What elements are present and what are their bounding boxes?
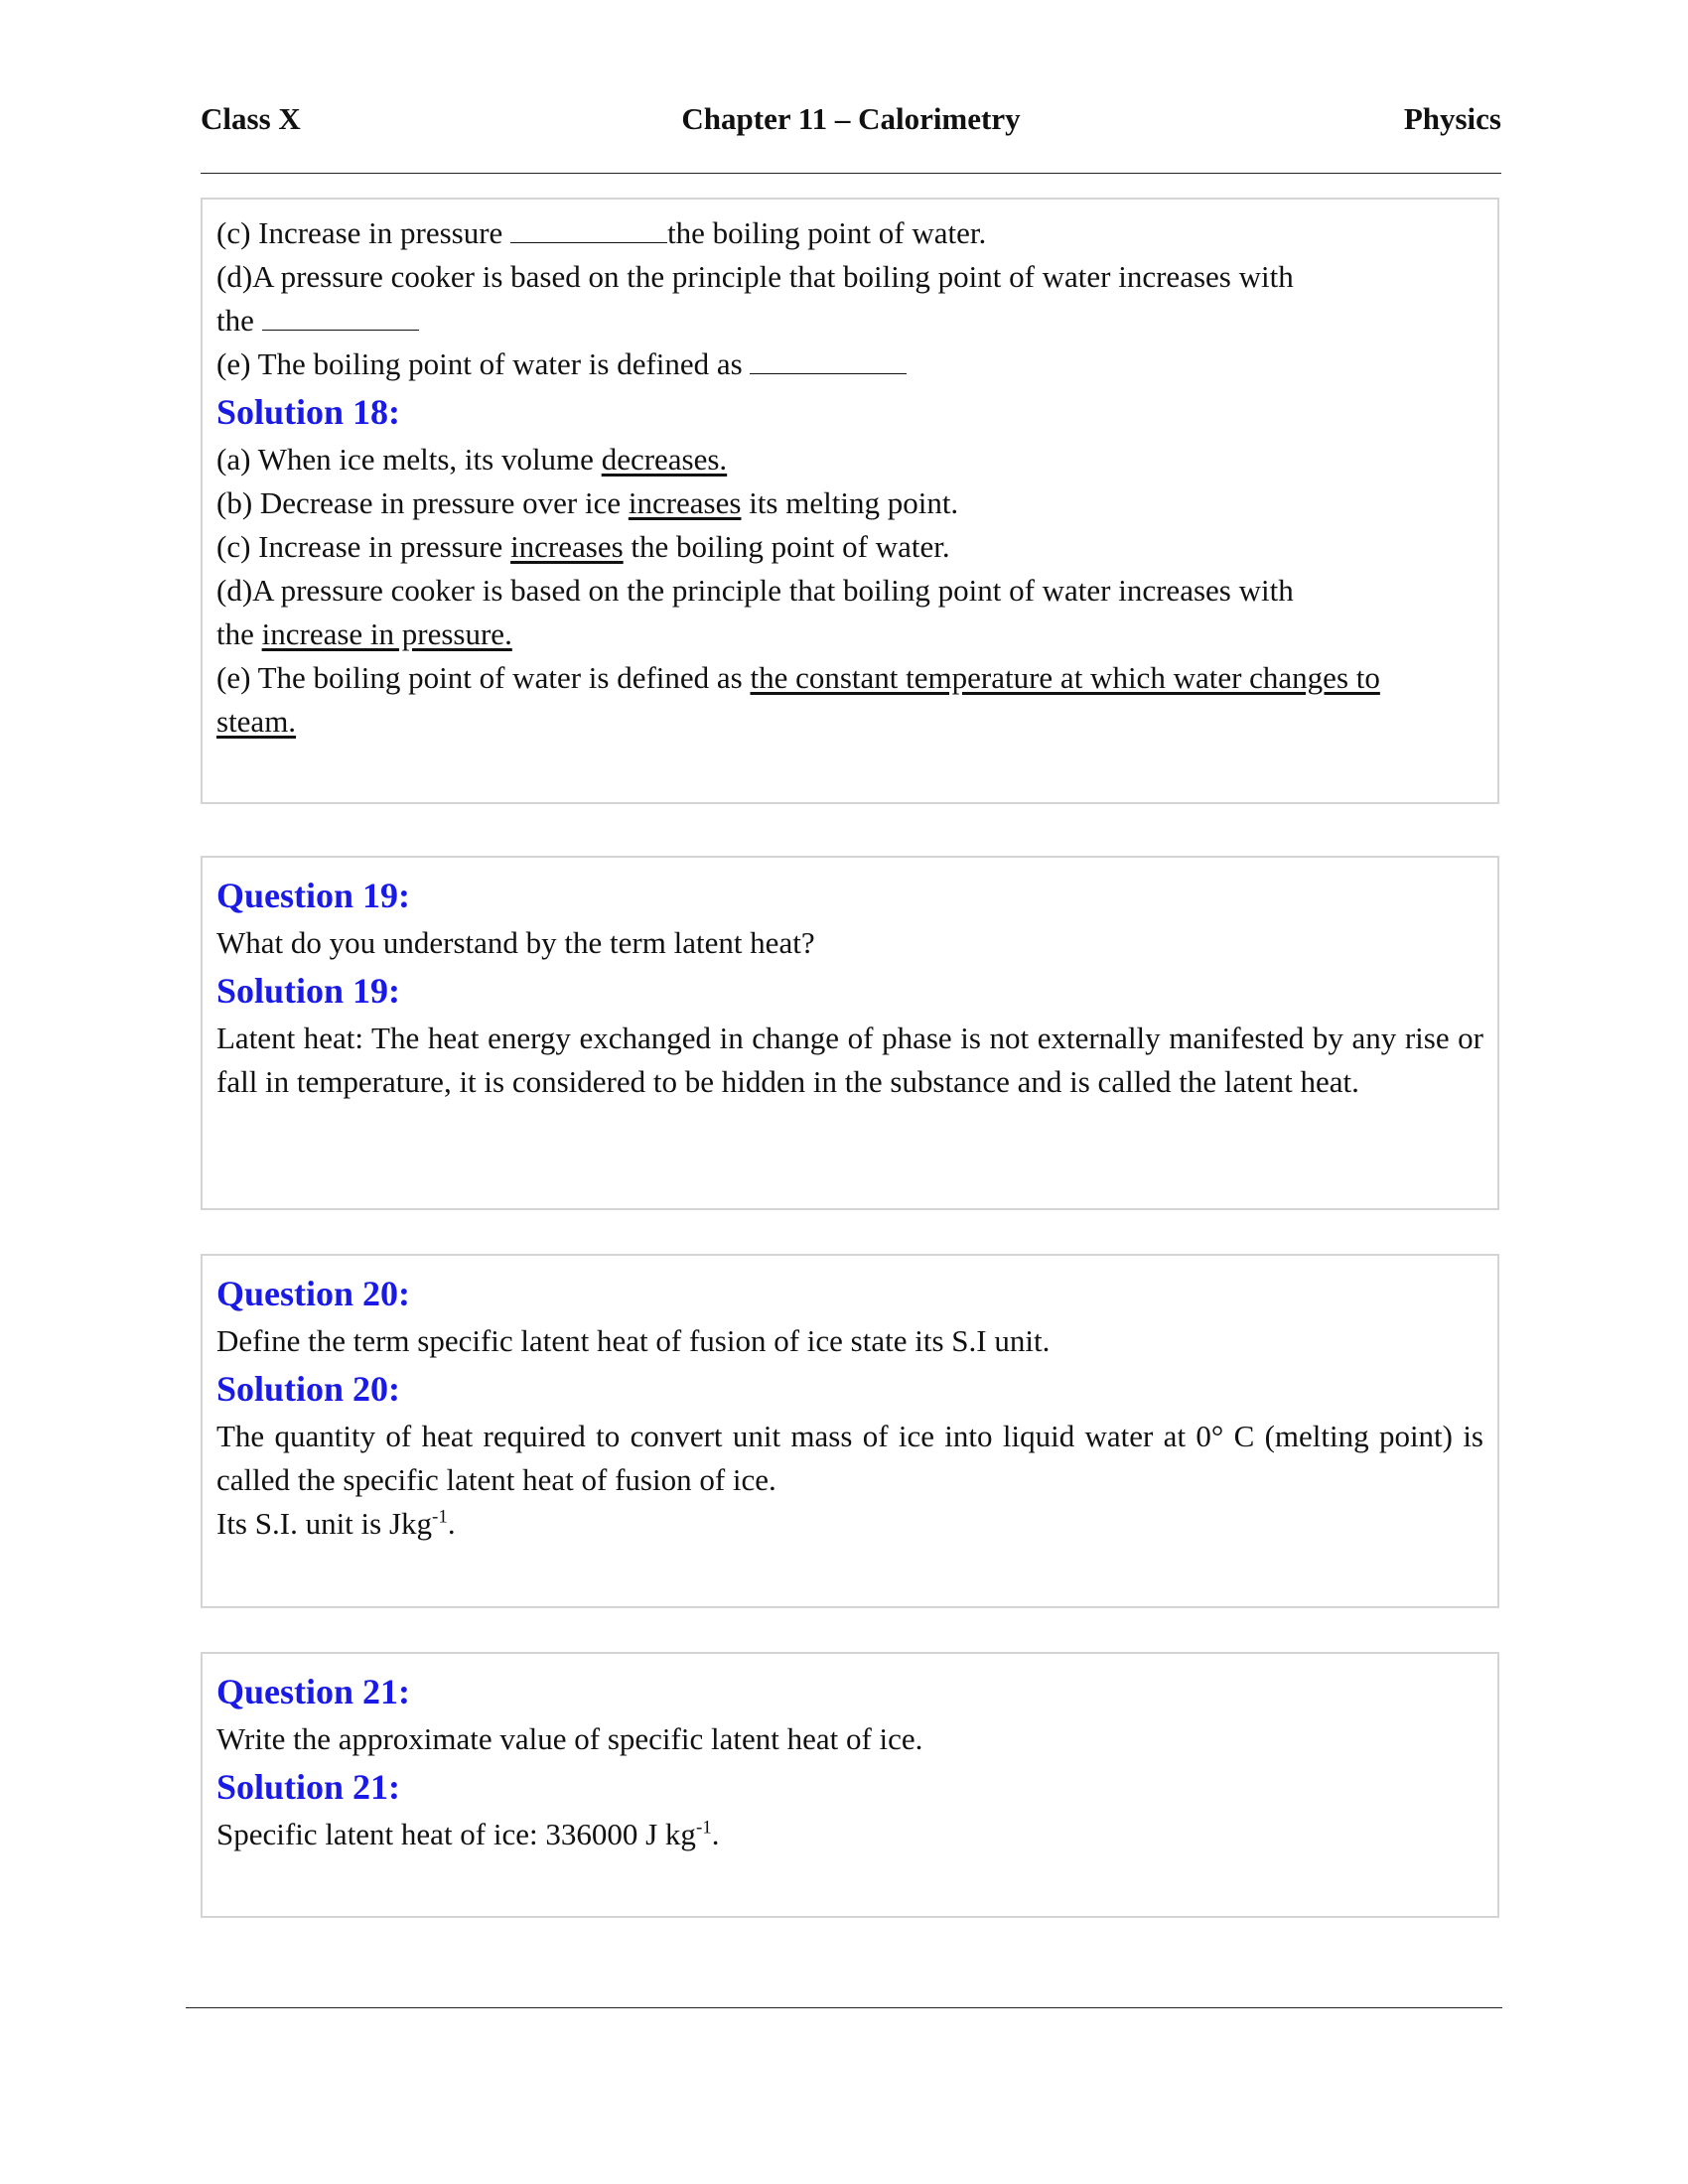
answer-b-fill: increases bbox=[628, 485, 742, 520]
solution-text: The quantity of heat required to convert unit mass of ice into liquid water at 0° C (melting point) is called the specific latent heat of fusion of ice. bbox=[216, 1419, 1483, 1497]
answer-c-text: (c) Increase in pressure bbox=[216, 529, 511, 564]
si-unit-period: . bbox=[447, 1506, 456, 1541]
answer-c-fill: increases bbox=[510, 529, 624, 564]
answer-period: . bbox=[711, 1817, 720, 1851]
solution-18-box bbox=[201, 198, 1499, 804]
question-e bbox=[216, 342, 1483, 386]
si-unit-text: Its S.I. unit is Jkg bbox=[216, 1506, 433, 1541]
question-d: (d)A pressure cooker is based on the principle that boiling point of water increases with bbox=[216, 259, 1294, 294]
answer-e-fill-end: steam. bbox=[216, 704, 297, 739]
answer-e-fill: the constant temperature at which water changes to bbox=[750, 660, 1380, 695]
question-c-text-end: the boiling point of water. bbox=[667, 215, 987, 250]
question-c-text: (c) Increase in pressure bbox=[216, 215, 511, 250]
footer-rule bbox=[186, 2007, 1502, 2008]
question-c bbox=[216, 211, 1483, 255]
question-d-text: the bbox=[216, 303, 262, 338]
answer-exponent: -1 bbox=[695, 1817, 712, 1839]
solution-heading: Solution 19: bbox=[216, 971, 401, 1011]
solution-text: Latent heat: The heat energy exchanged in change of phase is not externally manifested by any rise or fall in temperature, it is considered to be hidden in the substance and is called the latent heat. bbox=[216, 1021, 1483, 1099]
question-heading: Question 19: bbox=[216, 876, 411, 915]
answer-d-cont bbox=[216, 613, 1483, 656]
answer-e bbox=[216, 656, 1483, 700]
blank bbox=[510, 216, 667, 243]
chapter-title: Chapter 11 – Calorimetry bbox=[681, 101, 1021, 136]
question-e-text: (e) The boiling point of water is defined as bbox=[216, 346, 751, 381]
answer-text: Specific latent heat of ice: 336000 J kg bbox=[216, 1817, 696, 1851]
answer-e-text: (e) The boiling point of water is defined as bbox=[216, 660, 751, 695]
answer-b-text: (b) Decrease in pressure over ice bbox=[216, 485, 629, 520]
answer-b-text-end: its melting point. bbox=[741, 485, 959, 520]
class-label: Class X bbox=[201, 101, 301, 136]
question-19-box bbox=[201, 856, 1499, 1210]
answer-a-fill: decreases. bbox=[601, 442, 728, 477]
subject-label: Physics bbox=[1403, 101, 1501, 136]
header-rule bbox=[201, 173, 1501, 174]
question-text: Write the approximate value of specific latent heat of ice. bbox=[216, 1721, 923, 1756]
answer-a-text: (a) When ice melts, its volume bbox=[216, 442, 602, 477]
question-d-cont bbox=[216, 299, 1483, 342]
answer-c-text-end: the boiling point of water. bbox=[623, 529, 950, 564]
blank bbox=[262, 304, 419, 331]
si-unit-exponent: -1 bbox=[432, 1506, 448, 1528]
answer-d-fill: increase in pressure. bbox=[261, 616, 512, 651]
page-header bbox=[201, 97, 1501, 143]
answer-c bbox=[216, 525, 1483, 569]
question-text: Define the term specific latent heat of fusion of ice state its S.I unit. bbox=[216, 1323, 1051, 1358]
solution-heading: Solution 18: bbox=[216, 392, 401, 432]
question-heading: Question 20: bbox=[216, 1274, 411, 1313]
answer-e-cont bbox=[216, 700, 1483, 744]
solution-heading: Solution 20: bbox=[216, 1369, 401, 1409]
question-text: What do you understand by the term latent heat? bbox=[216, 925, 815, 960]
solution-text bbox=[216, 1813, 1483, 1856]
question-heading: Question 21: bbox=[216, 1672, 411, 1711]
answer-b bbox=[216, 481, 1483, 525]
answer-d-text: the bbox=[216, 616, 262, 651]
si-unit bbox=[216, 1502, 1483, 1546]
blank bbox=[750, 347, 907, 374]
answer-d: (d)A pressure cooker is based on the principle that boiling point of water increases with bbox=[216, 573, 1294, 608]
question-21-box bbox=[201, 1652, 1499, 1918]
solution-heading: Solution 21: bbox=[216, 1767, 401, 1807]
question-20-box bbox=[201, 1254, 1499, 1608]
answer-a bbox=[216, 438, 1483, 481]
